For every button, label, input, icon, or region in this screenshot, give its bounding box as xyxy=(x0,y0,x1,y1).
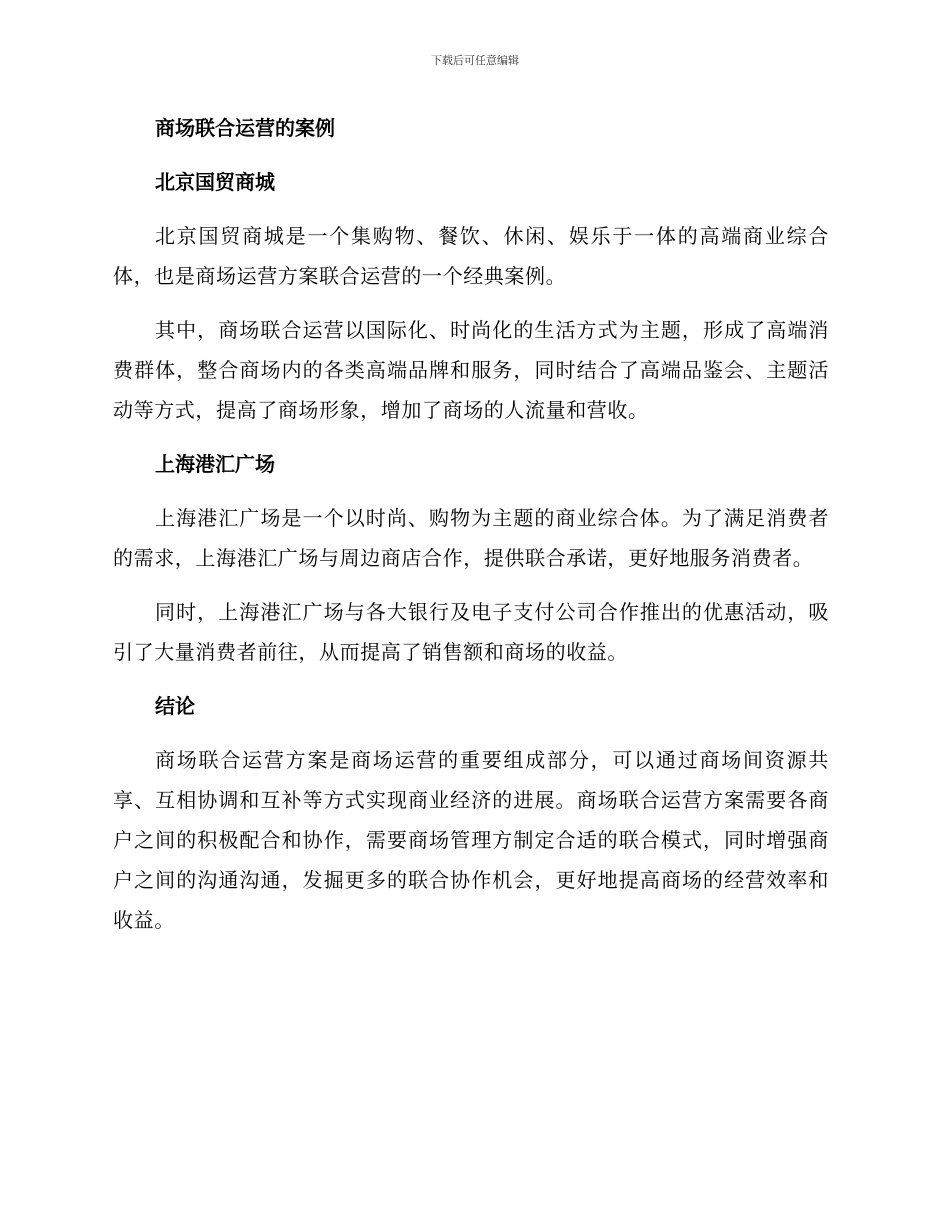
section-heading-beijing: 北京国贸商城 xyxy=(155,170,275,194)
header-note: 下载后可任意编辑 xyxy=(431,54,519,67)
paragraph-shanghai-2: 同时，上海港汇广场与各大银行及电子支付公司合作推出的优惠活动，吸引了大量消费者前往，从而提高了销售额和商场的收益。 xyxy=(113,600,829,664)
section-heading-shanghai: 上海港汇广场 xyxy=(155,452,275,476)
document-title: 商场联合运营的案例 xyxy=(155,116,335,140)
paragraph-beijing-1: 北京国贸商城是一个集购物、餐饮、休闲、娱乐于一体的高端商业综合体，也是商场运营方案联合运营的一个经典案例。 xyxy=(113,224,829,288)
section-heading-conclusion: 结论 xyxy=(155,694,195,718)
paragraph-beijing-2: 其中，商场联合运营以国际化、时尚化的生活方式为主题，形成了高端消费群体，整合商场内的各类高端品牌和服务，同时结合了高端品鉴会、主题活动等方式，提高了商场形象，增加了商场的人流量和营收。 xyxy=(113,318,829,422)
paragraph-shanghai-1: 上海港汇广场是一个以时尚、购物为主题的商业综合体。为了满足消费者的需求，上海港汇广场与周边商店合作，提供联合承诺，更好地服务消费者。 xyxy=(113,506,829,570)
paragraph-conclusion: 商场联合运营方案是商场运营的重要组成部分，可以通过商场间资源共享、互相协调和互补等方式实现商业经济的进展。商场联合运营方案需要各商户之间的积极配合和协作，需要商场管理方制定合适的联合模式，同时增强商户之间的沟通沟通，发掘更多的联合协作机会，更好地提高商场的经营效率和收益。 xyxy=(113,748,829,932)
document-body xyxy=(113,108,829,954)
